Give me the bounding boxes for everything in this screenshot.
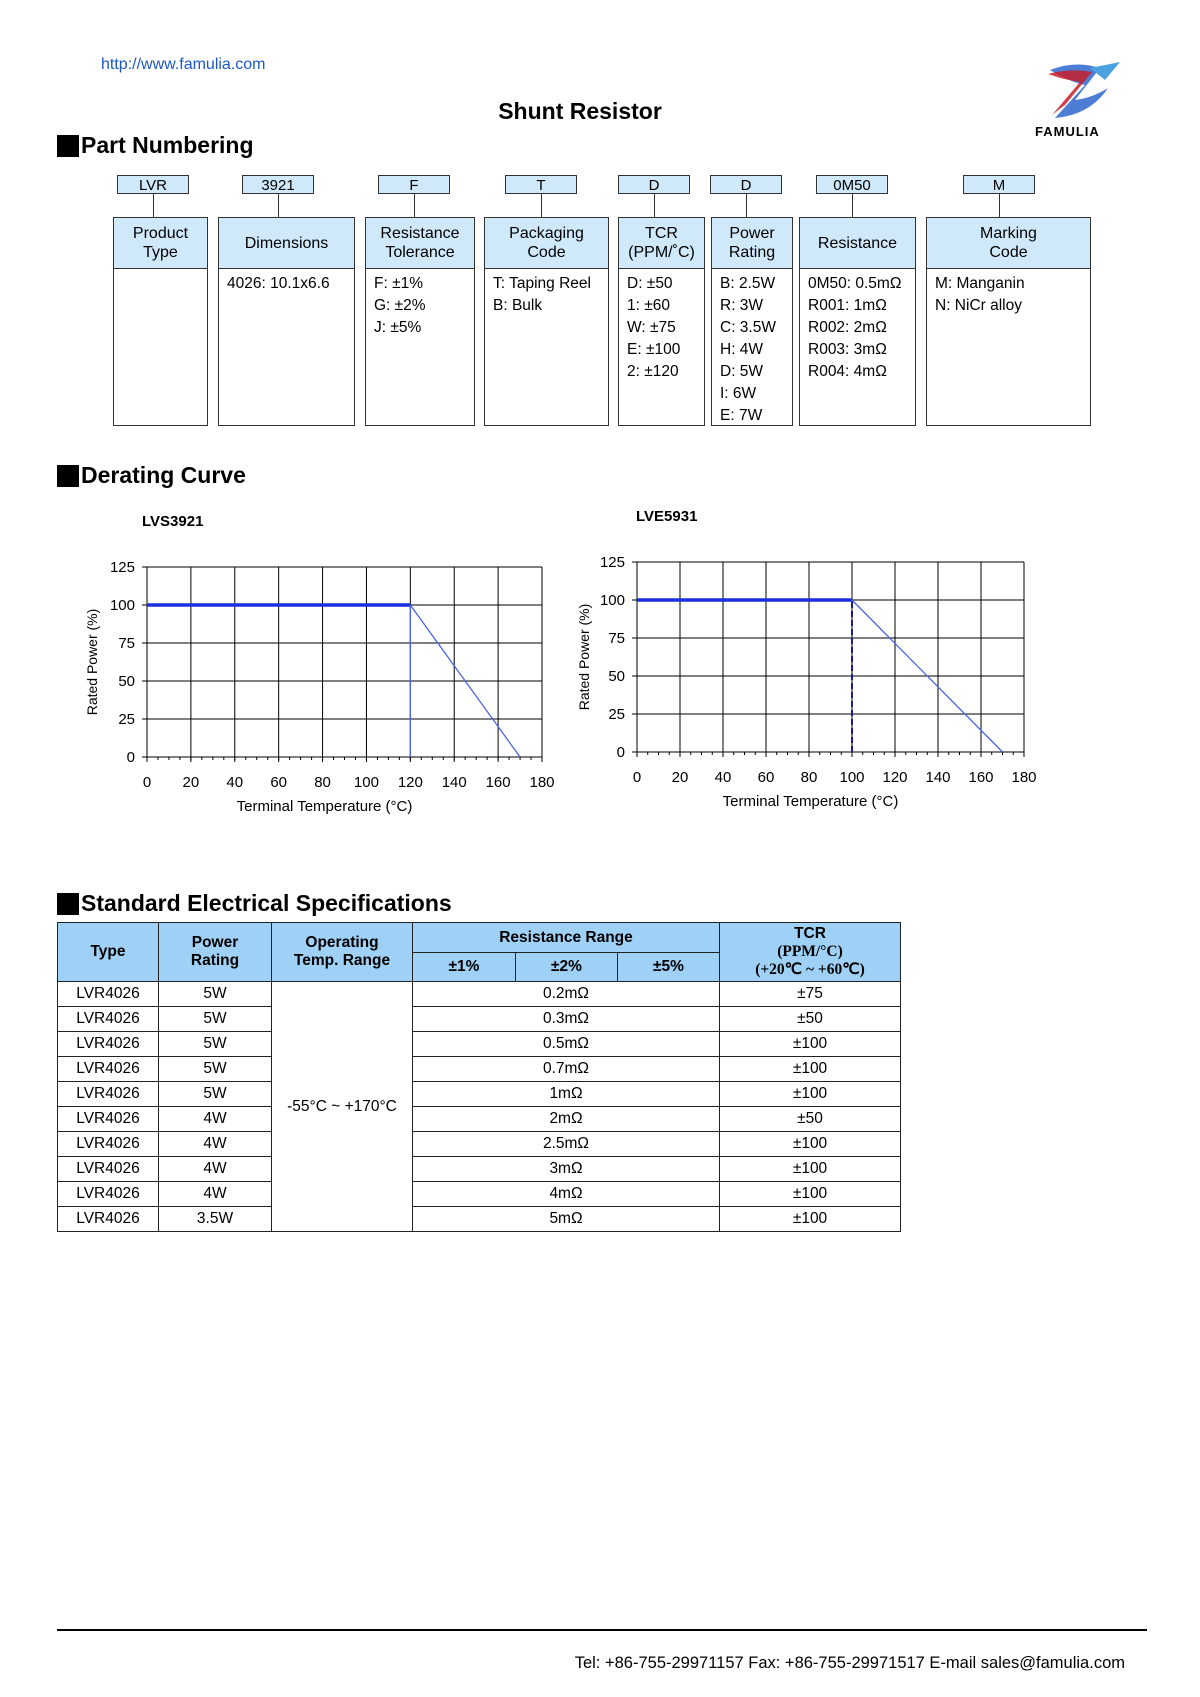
footer-contact: Tel: +86-755-29971157 Fax: +86-755-29971517 E-mail sales@famulia.com xyxy=(574,1654,1125,1672)
y-tick-label: 75 xyxy=(118,635,135,652)
y-tick-label: 100 xyxy=(599,592,625,609)
tcr-cell: ±100 xyxy=(720,1132,901,1157)
header-line: Code xyxy=(527,244,566,261)
y-tick-label: 125 xyxy=(599,554,625,571)
x-tick-label: 140 xyxy=(925,769,951,786)
x-tick-label: 180 xyxy=(529,774,555,791)
type-cell: LVR4026 xyxy=(58,1157,159,1182)
option-entry: D: 5W xyxy=(720,363,764,380)
header-line: Power xyxy=(729,225,775,242)
col-type-header: Type xyxy=(58,923,159,982)
derating-curve-heading xyxy=(57,462,246,489)
temp-range-cell: -55°C ~ +170°C xyxy=(272,982,413,1232)
x-tick-label: 60 xyxy=(270,774,288,791)
x-axis-label: Terminal Temperature (°C) xyxy=(722,793,899,810)
col-tcr-header: TCR (PPM/°C) (+20℃ ~ +60℃) xyxy=(720,923,901,982)
part-field-options xyxy=(926,269,1091,426)
x-tick-label: 60 xyxy=(757,769,775,786)
table-row xyxy=(58,982,901,1007)
header-line: Type xyxy=(143,244,178,261)
website-url[interactable]: http://www.famulia.com xyxy=(101,56,266,73)
option-entry: R003: 3mΩ xyxy=(808,341,887,358)
y-axis-label: Rated Power (%) xyxy=(84,608,100,716)
logo-text: FAMULIA xyxy=(1035,124,1100,139)
part-field-options xyxy=(218,269,355,426)
connector-line xyxy=(153,194,154,217)
header-line: TCR xyxy=(645,225,678,242)
tcr-cell: ±50 xyxy=(720,1107,901,1132)
type-cell: LVR4026 xyxy=(58,1182,159,1207)
option-entry: R002: 2mΩ xyxy=(808,319,887,336)
table-row xyxy=(58,1082,901,1107)
y-tick-label: 0 xyxy=(126,749,135,766)
option-entry: R: 3W xyxy=(720,297,764,314)
power-cell: 4W xyxy=(159,1132,272,1157)
x-tick-label: 100 xyxy=(839,769,865,786)
type-cell: LVR4026 xyxy=(58,1032,159,1057)
x-tick-label: 80 xyxy=(800,769,818,786)
connector-line xyxy=(541,194,542,217)
part-field-options xyxy=(618,269,705,426)
part-code-box: 0M50 xyxy=(816,175,888,194)
option-entry: M: Manganin xyxy=(935,275,1025,292)
x-tick-label: 0 xyxy=(142,774,152,791)
power-cell: 4W xyxy=(159,1182,272,1207)
type-cell: LVR4026 xyxy=(58,1207,159,1232)
part-code-box: D xyxy=(618,175,690,194)
option-entry: B: Bulk xyxy=(493,297,543,314)
col-power-header: Power Rating xyxy=(159,923,272,982)
col-temp-header: Operating Temp. Range xyxy=(272,923,413,982)
option-entry: N: NiCr alloy xyxy=(935,297,1022,314)
option-entry: G: ±2% xyxy=(374,297,426,314)
type-cell: LVR4026 xyxy=(58,1107,159,1132)
connector-line xyxy=(999,194,1000,217)
y-tick-label: 50 xyxy=(118,673,135,690)
y-tick-label: 100 xyxy=(109,597,135,614)
tcr-cell: ±100 xyxy=(720,1182,901,1207)
x-tick-label: 40 xyxy=(226,774,244,791)
x-tick-label: 140 xyxy=(441,774,467,791)
y-tick-label: 25 xyxy=(118,711,135,728)
x-tick-label: 120 xyxy=(397,774,423,791)
derating-chart-lvs3921 xyxy=(70,500,570,820)
col-range-header: Resistance Range xyxy=(413,923,720,953)
option-entry: 0M50: 0.5mΩ xyxy=(808,275,902,292)
table-row xyxy=(58,1157,901,1182)
specs-table xyxy=(57,922,901,1232)
part-field-options xyxy=(484,269,609,426)
col-tol-5: ±5% xyxy=(618,953,720,982)
resistance-cell: 2mΩ xyxy=(413,1107,720,1132)
section-bullet-icon xyxy=(57,893,79,915)
header-line: Packaging xyxy=(509,225,584,242)
power-cell: 3.5W xyxy=(159,1207,272,1232)
power-cell: 5W xyxy=(159,1007,272,1032)
specs-heading xyxy=(57,890,452,917)
table-row xyxy=(58,1207,901,1232)
section-bullet-icon xyxy=(57,135,79,157)
type-cell: LVR4026 xyxy=(58,1132,159,1157)
part-numbering-heading xyxy=(57,132,254,159)
resistance-cell: 0.7mΩ xyxy=(413,1057,720,1082)
part-code-box: 3921 xyxy=(242,175,314,194)
part-field-header xyxy=(799,217,916,269)
section-title: Standard Electrical Specifications xyxy=(81,890,452,916)
col-tol-2: ±2% xyxy=(516,953,618,982)
table-row xyxy=(58,1182,901,1207)
power-cell: 5W xyxy=(159,1057,272,1082)
resistance-cell: 0.5mΩ xyxy=(413,1032,720,1057)
x-tick-label: 20 xyxy=(671,769,689,786)
part-code-box: F xyxy=(378,175,450,194)
power-cell: 5W xyxy=(159,982,272,1007)
derating-chart-lve5931 xyxy=(568,497,1048,817)
header-line: Marking xyxy=(980,225,1037,242)
option-entry: J: ±5% xyxy=(374,319,422,336)
part-field-header xyxy=(484,217,609,269)
power-cell: 5W xyxy=(159,1032,272,1057)
x-tick-label: 180 xyxy=(1011,769,1037,786)
option-entry: B: 2.5W xyxy=(720,275,776,292)
y-tick-label: 25 xyxy=(608,706,625,723)
option-entry: 1: ±60 xyxy=(627,297,670,314)
tcr-cell: ±75 xyxy=(720,982,901,1007)
x-tick-label: 80 xyxy=(314,774,331,791)
tcr-cell: ±100 xyxy=(720,1057,901,1082)
option-entry: R004: 4mΩ xyxy=(808,363,887,380)
resistance-cell: 1mΩ xyxy=(413,1082,720,1107)
connector-line xyxy=(746,194,747,217)
part-field-options xyxy=(799,269,916,426)
part-code-box: T xyxy=(505,175,577,194)
option-entry: C: 3.5W xyxy=(720,319,776,336)
connector-line xyxy=(414,194,415,217)
option-entry: D: ±50 xyxy=(627,275,673,292)
page-title: Shunt Resistor xyxy=(498,98,662,124)
section-title: Derating Curve xyxy=(81,462,246,488)
header-line: Resistance xyxy=(817,234,898,252)
connector-line xyxy=(654,194,655,217)
option-entry: F: ±1% xyxy=(374,275,423,292)
connector-line xyxy=(278,194,279,217)
type-cell: LVR4026 xyxy=(58,1082,159,1107)
option-entry: E: 7W xyxy=(720,407,763,424)
part-field-header xyxy=(926,217,1091,269)
option-entry: 4026: 10.1x6.6 xyxy=(227,275,330,292)
type-cell: LVR4026 xyxy=(58,1057,159,1082)
type-cell: LVR4026 xyxy=(58,982,159,1007)
part-field-options xyxy=(365,269,475,426)
resistance-cell: 5mΩ xyxy=(413,1207,720,1232)
section-bullet-icon xyxy=(57,465,79,487)
power-cell: 4W xyxy=(159,1107,272,1132)
power-cell: 4W xyxy=(159,1157,272,1182)
y-tick-label: 0 xyxy=(616,744,625,761)
x-axis-label: Terminal Temperature (°C) xyxy=(236,798,413,815)
table-row xyxy=(58,1132,901,1157)
option-entry: R001: 1mΩ xyxy=(808,297,887,314)
part-field-header xyxy=(113,217,208,269)
part-field-header xyxy=(218,217,355,269)
part-field-options xyxy=(711,269,793,426)
part-code-box: M xyxy=(963,175,1035,194)
table-row xyxy=(58,1107,901,1132)
part-field-header xyxy=(365,217,475,269)
table-row xyxy=(58,1057,901,1082)
part-code-box: LVR xyxy=(117,175,189,194)
power-cell: 5W xyxy=(159,1082,272,1107)
resistance-cell: 0.3mΩ xyxy=(413,1007,720,1032)
option-entry: H: 4W xyxy=(720,341,764,358)
x-tick-label: 20 xyxy=(182,774,200,791)
col-tol-1: ±1% xyxy=(413,953,516,982)
header-line: Product xyxy=(132,225,189,242)
tcr-cell: ±100 xyxy=(720,1032,901,1057)
x-tick-label: 120 xyxy=(882,769,908,786)
header-line: Rating xyxy=(728,244,776,261)
option-entry: W: ±75 xyxy=(627,319,676,336)
y-tick-label: 75 xyxy=(608,630,625,647)
header-line: Dimensions xyxy=(244,234,329,252)
y-tick-label: 125 xyxy=(109,559,135,576)
tcr-cell: ±100 xyxy=(720,1157,901,1182)
y-tick-label: 50 xyxy=(608,668,625,685)
y-axis-label: Rated Power (%) xyxy=(576,603,592,711)
tcr-cell: ±100 xyxy=(720,1082,901,1107)
option-entry: 2: ±120 xyxy=(627,363,679,380)
section-title: Part Numbering xyxy=(81,132,254,158)
part-field-header xyxy=(618,217,705,269)
x-tick-label: 160 xyxy=(968,769,994,786)
header-line: (PPM/˚C) xyxy=(628,244,695,261)
part-field-options xyxy=(113,269,208,426)
chart-title: LVE5931 xyxy=(636,508,698,525)
resistance-cell: 2.5mΩ xyxy=(413,1132,720,1157)
header-line: Resistance xyxy=(380,225,460,242)
resistance-cell: 0.2mΩ xyxy=(413,982,720,1007)
tcr-cell: ±50 xyxy=(720,1007,901,1032)
connector-line xyxy=(852,194,853,217)
header-line: Tolerance xyxy=(385,244,455,261)
option-entry: E: ±100 xyxy=(627,341,681,358)
table-row xyxy=(58,1007,901,1032)
x-tick-label: 160 xyxy=(485,774,511,791)
type-cell: LVR4026 xyxy=(58,1007,159,1032)
tcr-cell: ±100 xyxy=(720,1207,901,1232)
resistance-cell: 3mΩ xyxy=(413,1157,720,1182)
x-tick-label: 40 xyxy=(714,769,732,786)
footer-divider xyxy=(57,1629,1147,1631)
part-field-header xyxy=(711,217,793,269)
x-tick-label: 0 xyxy=(632,769,642,786)
header-line: Code xyxy=(989,244,1028,261)
part-code-box: D xyxy=(710,175,782,194)
x-tick-label: 100 xyxy=(353,774,379,791)
resistance-cell: 4mΩ xyxy=(413,1182,720,1207)
chart-title: LVS3921 xyxy=(142,513,204,530)
table-row xyxy=(58,1032,901,1057)
option-entry: I: 6W xyxy=(720,385,757,402)
option-entry: T: Taping Reel xyxy=(493,275,591,292)
